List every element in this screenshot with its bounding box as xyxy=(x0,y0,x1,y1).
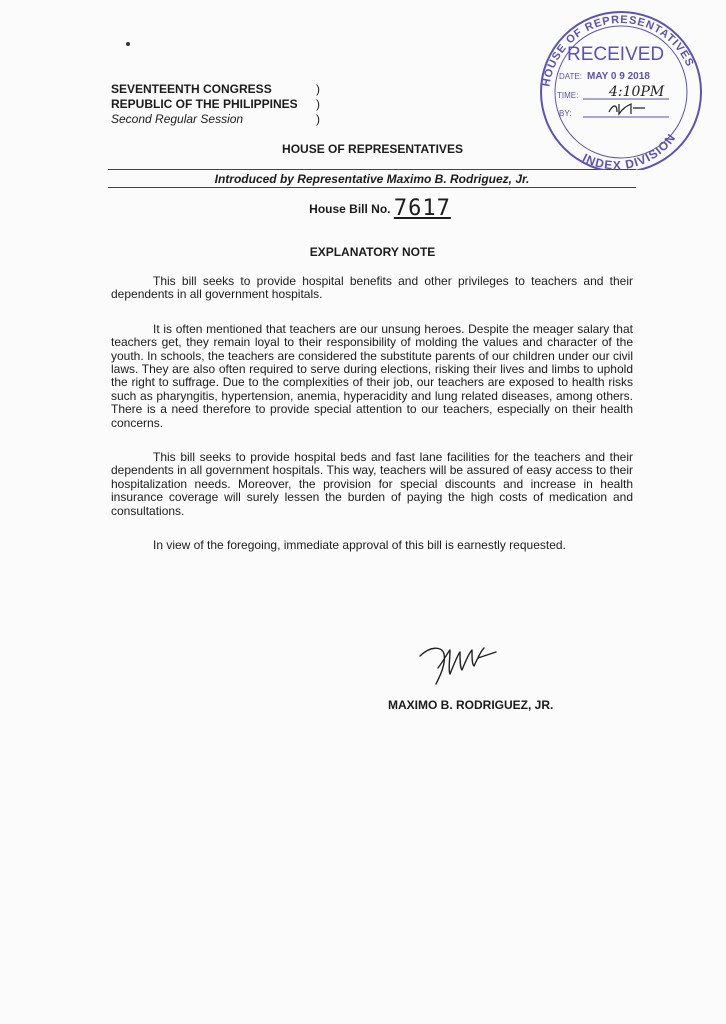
explanatory-note-title: EXPLANATORY NOTE xyxy=(309,245,436,259)
stamp-initials xyxy=(609,104,645,114)
bill-number: 7617 xyxy=(393,196,451,221)
stamp-received: RECEIVED xyxy=(567,44,665,65)
scan-speck xyxy=(126,42,130,46)
house-title: HOUSE OF REPRESENTATIVES xyxy=(282,142,463,156)
congress-header: SEVENTEENTH CONGRESS ) REPUBLIC OF THE PHILIPPINES ) Second Regular Session ) xyxy=(111,82,320,126)
stamp-date-label: DATE: xyxy=(559,72,582,81)
svg-text:INDEX DIVISION xyxy=(580,131,678,170)
stamp-date-value: MAY 0 9 2018 xyxy=(587,71,650,82)
stamp-time-value: 4:10PM xyxy=(609,84,665,100)
paragraph: In view of the foregoing, immediate approval of this bill is earnestly requested. xyxy=(153,538,566,553)
stamp-time-label: TIME: xyxy=(557,91,579,100)
bill-number-line xyxy=(0,196,726,221)
stamp-by-label: BY: xyxy=(559,109,572,118)
republic-label: REPUBLIC OF THE PHILIPPINES xyxy=(111,97,298,111)
stamp-ring-text: HOUSE OF REPRESENTATIVES xyxy=(540,13,696,88)
received-stamp xyxy=(527,0,707,170)
session-label: Second Regular Session xyxy=(111,112,244,126)
paragraph: This bill seeks to provide hospital beds and fast lane facilities for the teachers and their dependents in all government hospitals. This way, teachers will be assured of easy access to their hospitalization needs. Moreover, the provision for special discounts and increase in health insurance coverage will surely lessen the burden of paying the high costs of medication and consultations. xyxy=(111,450,633,518)
stamp-index-division: INDEX DIVISION xyxy=(580,130,679,170)
introduced-by: Introduced by Representative Maximo B. Rodriguez, Jr. xyxy=(214,172,530,186)
handwritten-signature xyxy=(418,638,498,688)
paragraph: This bill seeks to provide hospital benefits and other privileges to teachers and their dependents in all government hospitals. xyxy=(111,274,633,302)
signer-name: MAXIMO B. RODRIGUEZ, JR. xyxy=(388,698,554,712)
explanatory-body xyxy=(111,275,633,574)
bottom-rule xyxy=(108,187,636,188)
paragraph: It is often mentioned that teachers are our unsung heroes. Despite the meager salary that teachers get, they remain loyal to their responsibility of molding the values and character of the youth. In schools, the teachers are considered the substitute parents of our children under our civil laws. They are also often required to serve during elections, risking their lives and limbs to uphold the right to suffrage. Due to the complexities of their job, our teachers are exposed to health risks such as pharyngitis, hypertension, anemia, hyperacidity and lung related diseases, among others. There is a need therefore to provide special attention to our teachers, especially on their health concerns. xyxy=(111,321,633,430)
congress-label: SEVENTEENTH CONGRESS xyxy=(111,82,272,96)
bill-label: House Bill No. xyxy=(309,202,391,216)
